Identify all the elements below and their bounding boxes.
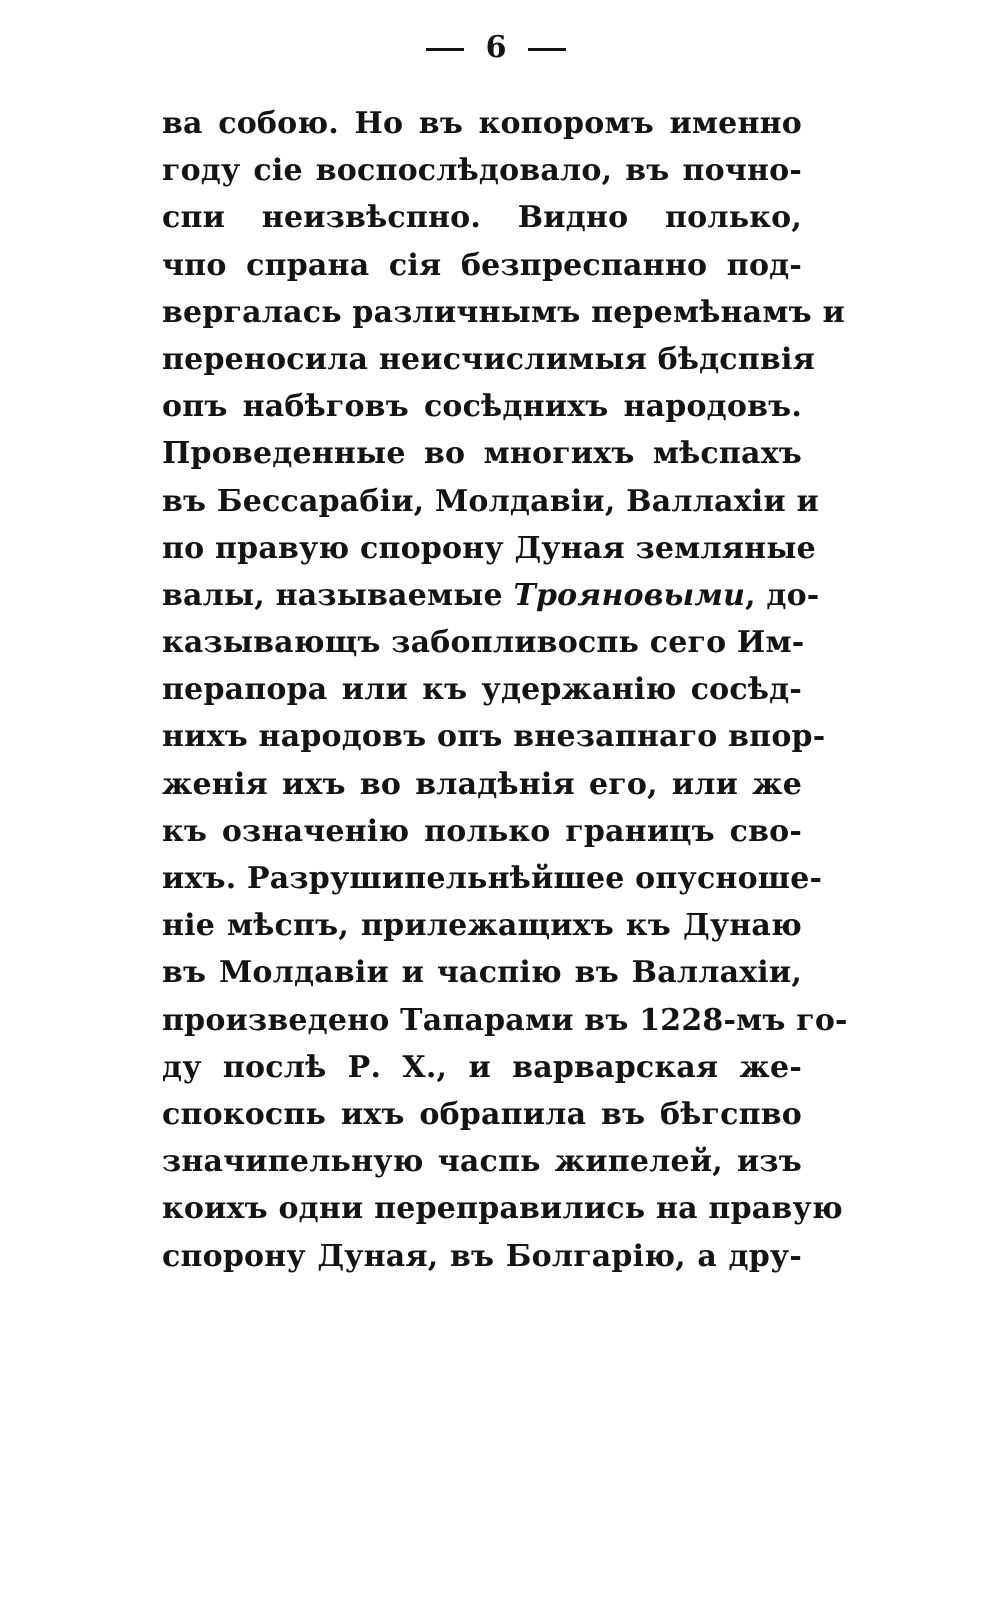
text-line: коихъ одни переправились на правую xyxy=(162,1191,843,1227)
body-text xyxy=(162,100,848,1280)
text-line: спокоспь ихъ обрапила въ бѣгспво xyxy=(162,1096,802,1132)
text-line: въ Бессарабіи, Молдавіи, Валлахіи и xyxy=(162,483,819,519)
page-number: 6 xyxy=(485,30,507,65)
text-line: спорону Дуная, въ Болгарію, а дру- xyxy=(162,1238,802,1274)
text-line: нихъ народовъ опъ внезапнаго впор- xyxy=(162,719,826,755)
left-dash xyxy=(426,48,464,51)
text-line: женія ихъ во владѣнія его, или же xyxy=(162,766,802,802)
text-line: ніе мѣспъ, прилежащихъ къ Дунаю xyxy=(162,908,802,944)
text-segment: , до- xyxy=(745,577,820,613)
text-line: году сіе воспослѣдовало, въ почно- xyxy=(162,153,802,189)
text-line: по правую спорону Дуная земляные xyxy=(162,530,816,566)
text-line: спи неизвѣспно. Видно полько, xyxy=(162,200,802,236)
text-line: произведено Тапарами въ 1228-мъ го- xyxy=(162,1002,848,1038)
text-line: къ означенію полько границъ сво- xyxy=(162,813,802,849)
text-line: Проведенные во многихъ мѣспахъ xyxy=(162,436,802,472)
text-line: вергалась различнымъ перемѣнамъ и xyxy=(162,294,845,330)
text-line: въ Молдавіи и часпію въ Валлахіи, xyxy=(162,955,802,991)
text-line-with-italic xyxy=(162,572,820,619)
italic-term: Трояновыми xyxy=(513,577,746,613)
text-line: перапора или къ удержанію сосѣд- xyxy=(162,672,802,708)
text-line: ва собою. Но въ копоромъ именно xyxy=(162,106,802,141)
text-line: переносила неисчислимыя бѣдспвія xyxy=(162,341,815,377)
text-line: ду послѣ Р. Х., и варварская же- xyxy=(162,1049,802,1085)
right-dash xyxy=(528,48,566,51)
text-line: чпо спрана сія безпреспанно под- xyxy=(162,247,802,283)
text-line: ихъ. Разрушипельнѣйшее опусноше- xyxy=(162,861,823,896)
text-line: значипельную часпь жипелей, изъ xyxy=(162,1144,802,1180)
page-header xyxy=(0,28,992,68)
text-line: казывающъ забопливоспь сего Им- xyxy=(162,625,805,661)
text-line: опъ набѣговъ сосѣднихъ народовъ. xyxy=(162,389,802,425)
text-segment: валы, называемые xyxy=(162,577,514,613)
